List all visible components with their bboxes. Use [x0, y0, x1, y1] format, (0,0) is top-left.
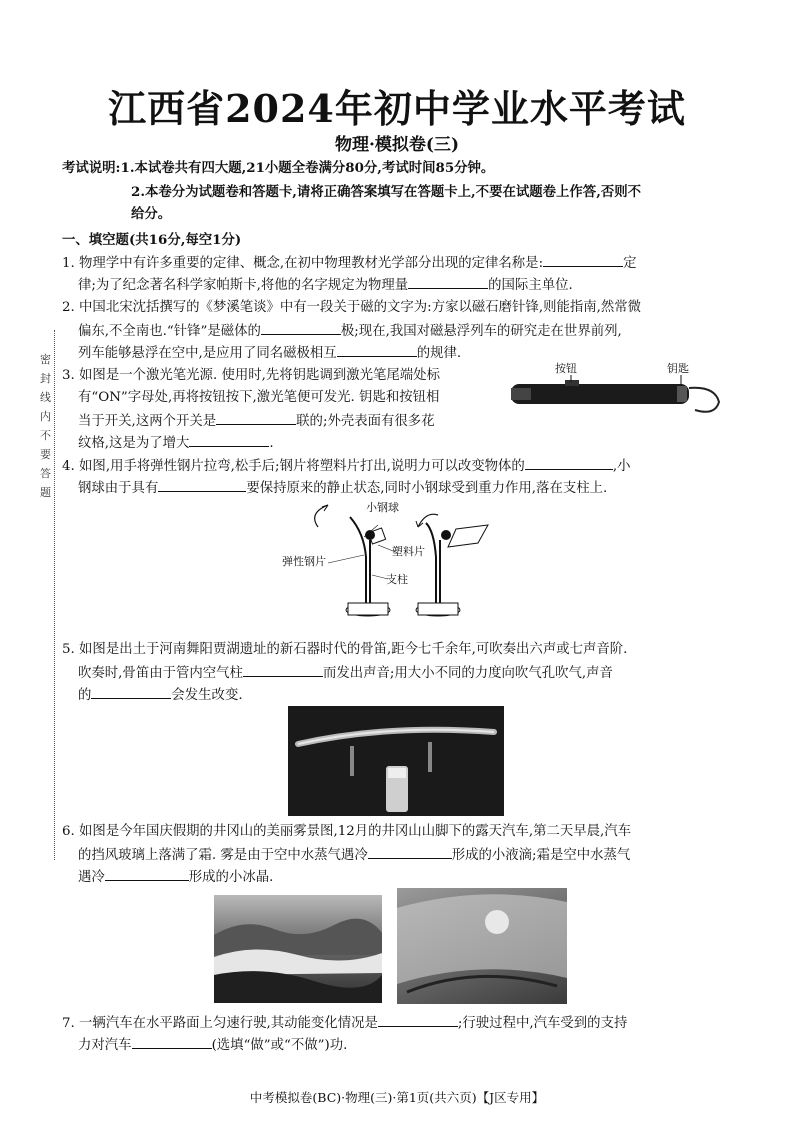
- q2-text-2b: 极;现在,我国对磁悬浮列车的研究走在世界前列,: [340, 324, 622, 339]
- laser-key-label: 钥匙: [667, 362, 689, 375]
- q7-blank-1[interactable]: [378, 1012, 458, 1027]
- q6-blank-2[interactable]: [105, 866, 189, 881]
- seal-line-text: 密 封 线 内 不 要 答 题: [40, 353, 51, 499]
- elastic-steel-figure: [278, 495, 508, 625]
- q3-text-4a: 纹格,这是为了增大: [78, 436, 190, 451]
- q3-line-4: [78, 432, 748, 454]
- q3-blank-2[interactable]: [189, 432, 269, 447]
- q5-text-2a: 吹奏时,骨笛由于管内空气柱: [78, 666, 243, 681]
- q1-line-1: [62, 252, 732, 274]
- page-footer: 中考模拟卷(BC)·物理(三)·第1页(共六页)【J区专用】: [249, 1090, 545, 1105]
- bone-flute-photo: [288, 706, 504, 816]
- q4-text-1a: 4. 如图,用手将弹性钢片拉弯,松手后;钢片将塑料片打出,说明力可以改变物体的: [62, 459, 525, 474]
- q7-text-2b: (选填“做”或“不做”)功.: [211, 1038, 348, 1053]
- q4-text-2a: 钢球由于具有: [78, 481, 159, 496]
- q4-text-2b: 要保持原来的静止状态,同时小钢球受到重力作用,落在支柱上.: [246, 481, 608, 496]
- q6-line-3: [78, 866, 748, 888]
- q1-line-2: [78, 274, 748, 296]
- label-small-ball: 小钢球: [366, 501, 399, 514]
- instructions-line-1: [62, 158, 732, 179]
- q2-line-2: [78, 320, 748, 342]
- q6-text-2a: 的挡风玻璃上落满了霜. 雾是由于空中水蒸气遇冷: [78, 848, 368, 863]
- q6-text-3a: 遇冷: [78, 870, 105, 885]
- label-elastic-steel: 弹性钢片: [282, 555, 326, 568]
- fog-mountain-photo: [214, 895, 382, 1003]
- q1-text-2b: 的国际主单位.: [488, 278, 573, 293]
- q7-text-1b: ;行驶过程中,汽车受到的支持: [457, 1016, 628, 1031]
- q5-text-3a: 的: [78, 688, 92, 703]
- laser-pointer-image: [505, 358, 727, 428]
- q3-text-3b: 联的;外壳表面有很多花: [296, 414, 435, 429]
- q2-blank-1[interactable]: [261, 320, 341, 335]
- q4-blank-1[interactable]: [525, 455, 613, 470]
- q3-text-4b: .: [269, 436, 274, 451]
- q6-line-1: 6. 如图是今年国庆假期的井冈山的美丽雾景图,12月的井冈山山脚下的露天汽车,第二天早晨,汽车: [62, 824, 632, 839]
- q3-text-3a: 当于开关,这两个开关是: [78, 414, 217, 429]
- label-plastic-sheet: 塑料片: [392, 545, 425, 558]
- instructions-item-2-cont: 给分。: [131, 206, 172, 222]
- section-1-heading: 一、填空题(共16分,每空1分): [62, 232, 242, 248]
- q5-line-3: [78, 684, 748, 706]
- seal-dotted-line: [54, 330, 55, 860]
- bone-flute-image: [288, 706, 504, 816]
- instructions-label: 考试说明:: [62, 160, 121, 176]
- q6-blank-1[interactable]: [368, 844, 452, 859]
- q5-blank-1[interactable]: [243, 662, 323, 677]
- label-pillar: 支柱: [386, 573, 408, 586]
- q4-line-1: [62, 455, 732, 477]
- seal-line-sidebar: [40, 330, 62, 860]
- q7-text-2a: 力对汽车: [78, 1038, 132, 1053]
- q1-blank-1[interactable]: [543, 252, 623, 267]
- q2-line-1: 2. 中国北宋沈括撰写的《梦溪笔谈》中有一段关于磁的文字为:方家以磁石磨针锋,则能指南,然常微: [62, 300, 642, 315]
- q7-line-2: [78, 1034, 748, 1056]
- q1-text-1: 1. 物理学中有许多重要的定律、概念,在初中物理教材光学部分出现的定律名称是:: [62, 256, 544, 271]
- instructions-item-2: 2.本卷分为试题卷和答题卡,请将正确答案填写在答题卡上,不要在试题卷上作答,否则不: [131, 184, 642, 200]
- frost-windshield-photo: [397, 888, 567, 1004]
- q4-blank-2[interactable]: [158, 477, 246, 492]
- q1-text-1-end: 定: [623, 256, 637, 271]
- q2-text-3b: 的规律.: [416, 346, 462, 361]
- q2-text-2a: 偏东,不全南也.“针锋”是磁体的: [78, 324, 261, 339]
- exam-subtitle: 物理·模拟卷(三): [334, 135, 459, 155]
- frost-windshield-image: [397, 888, 567, 1004]
- q5-text-3b: 会发生改变.: [171, 688, 243, 703]
- exam-title: 江西省2024年初中学业水平考试: [108, 86, 686, 131]
- q3-blank-1[interactable]: [216, 410, 296, 425]
- q5-line-2: [78, 662, 748, 684]
- q3-line-2: 有“ON”字母处,再将按钮按下,激光笔便可发光. 钥匙和按钮相: [78, 390, 440, 405]
- q2-blank-2[interactable]: [337, 342, 417, 357]
- fog-mountain-image: [214, 895, 382, 1003]
- q4-text-1b: ,小: [612, 459, 631, 474]
- q1-text-2a: 律;为了纪念著名科学家帕斯卡,将他的名字规定为物理量: [78, 278, 409, 293]
- q6-line-2: [78, 844, 748, 866]
- q3-line-1: 3. 如图是一个激光笔光源. 使用时,先将钥匙调到激光笔尾端处标: [62, 368, 440, 383]
- laser-button-label: 按钮: [555, 362, 577, 375]
- q6-text-2b: 形成的小液滴;霜是空中水蒸气: [451, 848, 631, 863]
- q5-text-2b: 而发出声音;用大小不同的力度向吹气孔吹气,声音: [322, 666, 613, 681]
- q7-line-1: [62, 1012, 732, 1034]
- q5-blank-2[interactable]: [91, 684, 171, 699]
- instructions-item-1: 1.本试卷共有四大题,21小题全卷满分80分,考试时间85分钟。: [120, 160, 495, 176]
- q7-blank-2[interactable]: [132, 1034, 212, 1049]
- q7-text-1a: 7. 一辆汽车在水平路面上匀速行驶,其动能变化情况是: [62, 1016, 378, 1031]
- q5-line-1: 5. 如图是出土于河南舞阳贾湖遗址的新石器时代的骨笛,距今七千余年,可吹奏出六声或七声音阶.: [62, 642, 628, 657]
- laser-pointer-figure: [505, 358, 727, 428]
- q6-text-3b: 形成的小冰晶.: [188, 870, 274, 885]
- q2-text-3a: 列车能够悬浮在空中,是应用了同名磁极相互: [78, 346, 337, 361]
- q1-blank-2[interactable]: [408, 274, 488, 289]
